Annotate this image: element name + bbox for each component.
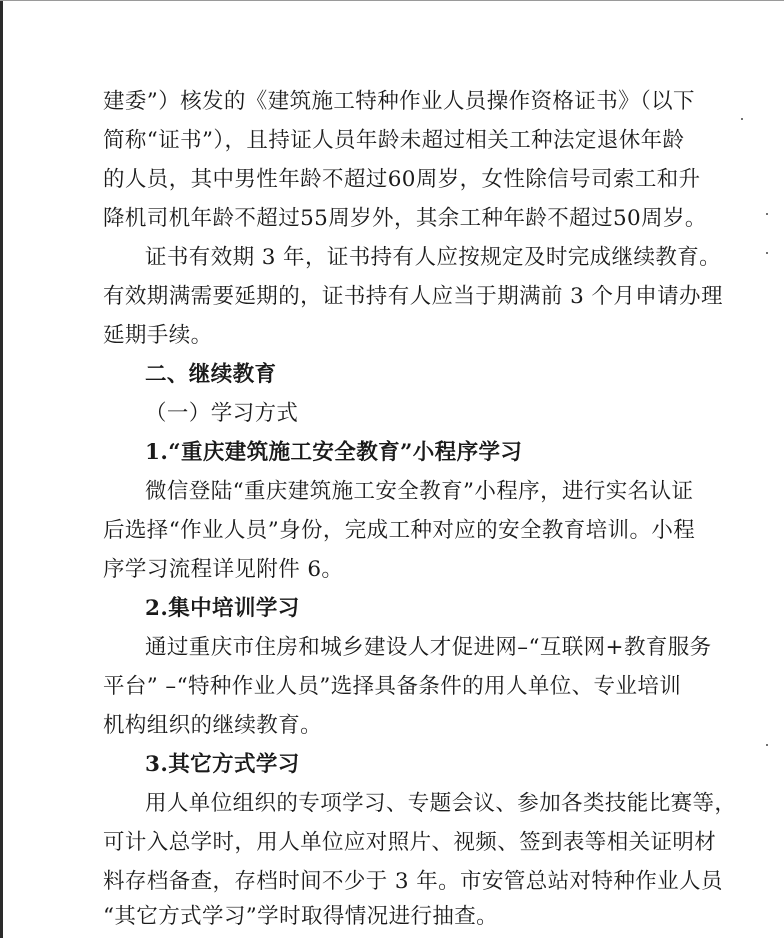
body-line-17: 机构组织的继续教育。: [103, 713, 323, 738]
item-heading-3: 3.其它方式学习: [145, 752, 300, 777]
body-line-5: 证书有效期 3 年，证书持有人应按规定及时完成继续教育。: [145, 245, 722, 270]
body-line-3: 的人员，其中男性年龄不超过60周岁，女性除信号司索工和升: [103, 167, 701, 192]
page-edge-shadow: [0, 0, 3, 938]
body-line-19: 用人单位组织的专项学习、专题会议、参加各类技能比赛等，: [145, 791, 737, 816]
body-line-4: 降机司机年龄不超过55周岁外，其余工种年龄不超过50周岁。: [103, 206, 707, 231]
body-line-16: 平台” –“特种作业人员”选择具备条件的用人单位、专业培训: [103, 674, 682, 699]
body-line-1: 建委”）核发的《建筑施工特种作业人员操作资格证书》（以下: [103, 89, 695, 114]
body-line-2: 简称“证书”），且持证人员年龄未超过相关工种法定退休年龄: [103, 128, 685, 153]
subsection-heading: （一）学习方式: [145, 401, 299, 426]
body-line-12: 后选择“作业人员”身份，完成工种对应的安全教育培训。小程: [103, 518, 696, 543]
item-heading-1: 1.“重庆建筑施工安全教育”小程序学习: [145, 440, 523, 465]
body-line-6: 有效期满需要延期的，证书持有人应当于期满前 3 个月申请办理: [103, 284, 723, 309]
scan-speck: [766, 252, 768, 254]
body-line-15: 通过重庆市住房和城乡建设人才促进网–“互联网+教育服务: [145, 635, 712, 660]
section-heading: 二、继续教育: [145, 362, 277, 387]
body-line-11: 微信登陆“重庆建筑施工安全教育”小程序，进行实名认证: [145, 479, 694, 504]
scan-speck: [766, 744, 768, 746]
body-line-20: 可计入总学时，用人单位应对照片、视频、签到表等相关证明材: [103, 830, 717, 855]
scan-speck: [741, 118, 743, 120]
page-top-edge: [0, 0, 784, 1]
body-line-7: 延期手续。: [103, 323, 213, 348]
body-line-22: “其它方式学习”学时取得情况进行抽查。: [103, 904, 499, 929]
scan-speck: [766, 213, 768, 215]
body-line-21: 料存档备查，存档时间不少于 3 年。市安管总站对特种作业人员: [103, 869, 723, 894]
body-line-13: 序学习流程详见附件 6。: [103, 557, 344, 582]
item-heading-2: 2.集中培训学习: [145, 596, 300, 621]
